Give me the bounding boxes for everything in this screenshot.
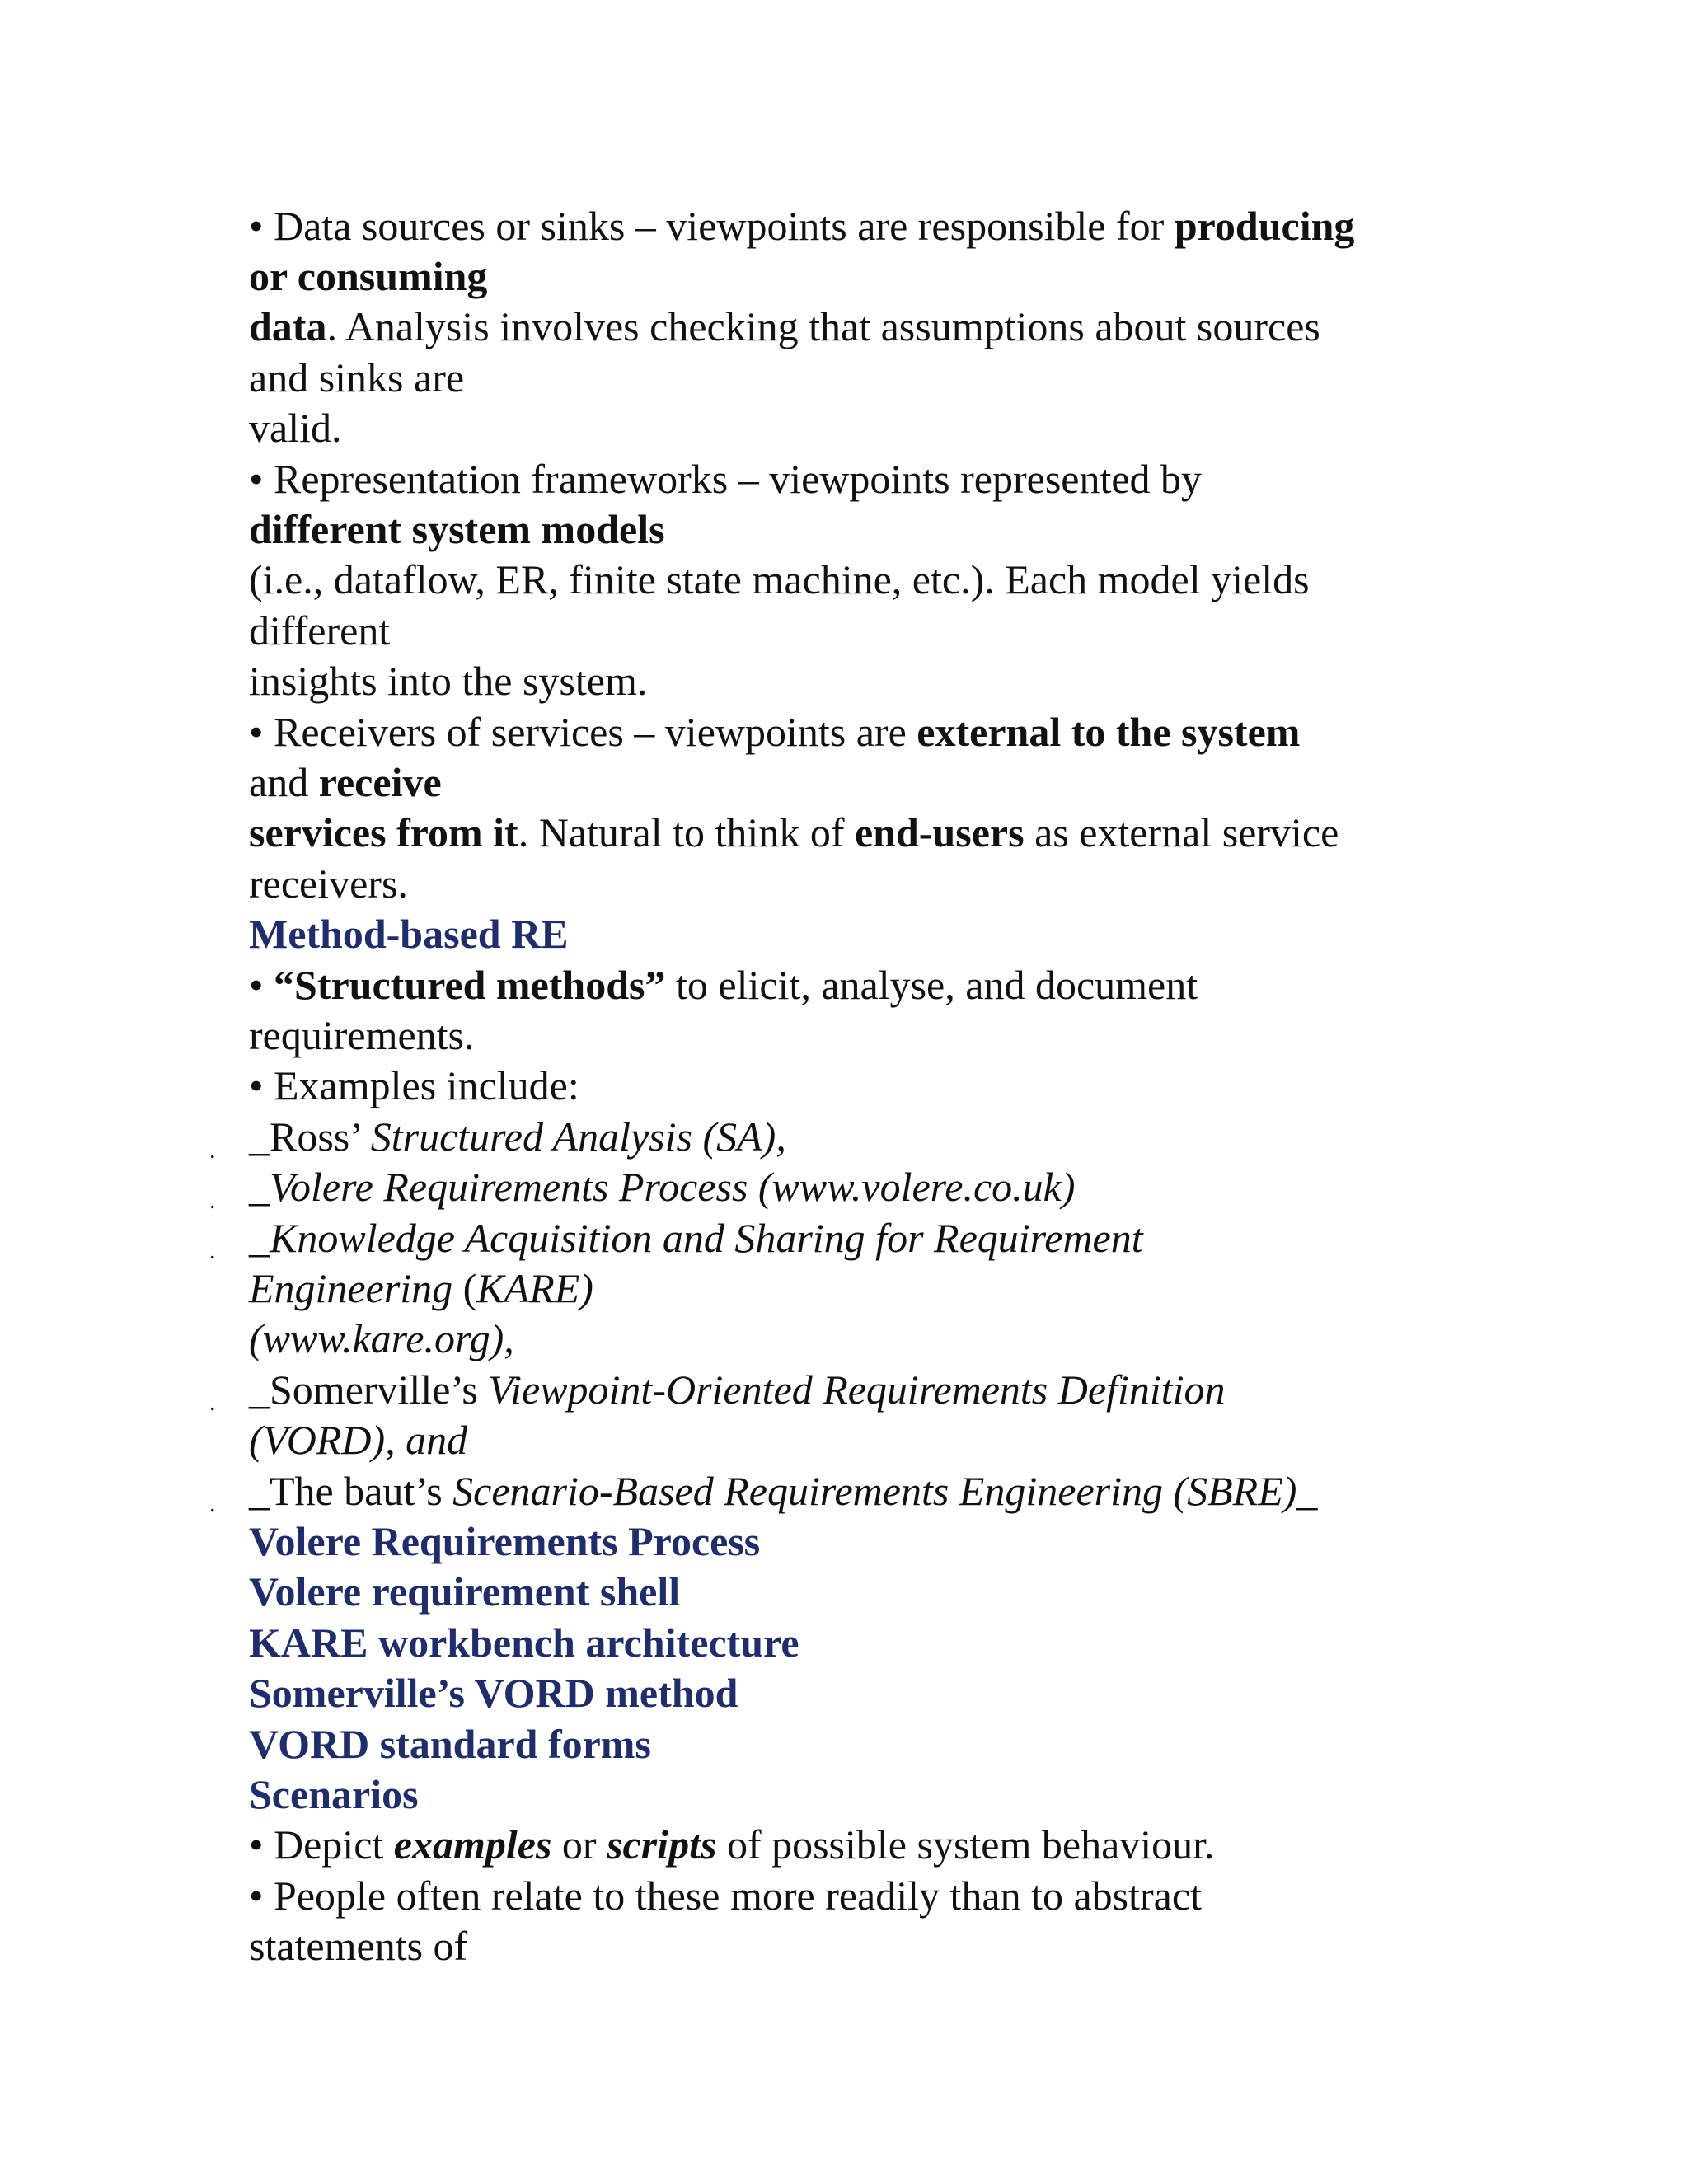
text-run: and sinks are — [249, 354, 465, 401]
text-run: of possible system behaviour. — [716, 1821, 1215, 1868]
text-run: or — [551, 1821, 607, 1868]
text-line — [249, 1213, 1143, 1263]
heading-text: Volere Requirements Process — [249, 1518, 761, 1564]
text-line — [249, 808, 1339, 857]
sub-bullet-marker: . — [209, 1137, 216, 1164]
text-line — [249, 859, 408, 908]
italic-run: (VORD), and — [249, 1417, 468, 1463]
heading-text: Scenarios — [249, 1771, 419, 1817]
bold-run: “Structured methods” — [274, 962, 666, 1008]
text-line — [249, 454, 1202, 504]
heading-text: KARE workbench architecture — [249, 1619, 799, 1666]
italic-run: Volere Requirements Process (www.volere.co.uk) — [270, 1164, 1076, 1210]
text-run: . Analysis involves checking that assumptions about sources — [326, 303, 1320, 349]
heading-text: Volere requirement shell — [249, 1568, 681, 1615]
text-line — [249, 1162, 1076, 1212]
italic-run: Knowledge Acquisition and Sharing for Requirement — [270, 1215, 1143, 1261]
text-line — [249, 251, 487, 301]
text-line — [249, 302, 1320, 351]
section-heading — [249, 1567, 680, 1616]
bold-run: different system models — [249, 506, 665, 552]
text-run: _The baut’s — [249, 1468, 453, 1514]
text-run: insights into the system. — [249, 658, 648, 704]
text-line — [249, 1871, 1202, 1920]
heading-text: Somerville’s VORD method — [249, 1670, 738, 1716]
sub-bullet-marker: . — [209, 1490, 216, 1517]
bold-run: data — [249, 303, 327, 349]
text-run: • Data sources or sinks – viewpoints are responsible for — [249, 203, 1175, 249]
text-line — [249, 1061, 579, 1110]
section-heading — [249, 1516, 760, 1566]
text-run: as external service — [1024, 809, 1339, 855]
text-run: (i.e., dataflow, ER, finite state machine, etc.). Each model yields — [249, 556, 1310, 602]
section-heading — [249, 909, 569, 958]
text-run: requirements. — [249, 1012, 475, 1058]
text-run: and — [249, 759, 319, 805]
sub-bullet-marker: . — [209, 1187, 216, 1214]
bold-italic-run: scripts — [607, 1821, 717, 1868]
bold-run: end-users — [854, 809, 1025, 855]
text-line — [249, 504, 665, 554]
section-heading — [249, 1769, 419, 1819]
text-run: • Examples include: — [249, 1062, 579, 1108]
italic-run: Structured Analysis (SA), — [370, 1113, 786, 1160]
text-line — [249, 201, 1354, 251]
text-line — [249, 555, 1310, 604]
text-run: _ — [249, 1215, 270, 1261]
text-line — [249, 1820, 1215, 1869]
text-line — [249, 1314, 514, 1363]
text-line — [249, 757, 442, 807]
text-line — [249, 1112, 786, 1161]
text-run: _ — [1296, 1468, 1318, 1514]
text-run: valid. — [249, 405, 342, 451]
text-run: different — [249, 607, 391, 654]
text-run: • Receivers of services – viewpoints are — [249, 709, 917, 755]
sub-bullet-marker: . — [209, 1237, 216, 1264]
text-line — [249, 1010, 475, 1060]
text-line — [249, 353, 464, 402]
text-run: • Depict — [249, 1821, 394, 1868]
text-run: ( — [462, 1265, 477, 1311]
text-run: _Ross’ — [249, 1113, 371, 1160]
italic-run: Scenario-Based Requirements Engineering (SBRE) — [452, 1468, 1297, 1514]
text-line — [249, 960, 1198, 1010]
text-line — [249, 1415, 467, 1465]
text-line — [249, 1365, 1226, 1414]
section-heading — [249, 1719, 651, 1769]
bold-run: services from it — [249, 809, 518, 855]
italic-run: (www.kare.org), — [249, 1315, 514, 1361]
text-line — [249, 1263, 593, 1313]
text-line — [249, 1921, 467, 1971]
text-line — [249, 606, 390, 655]
sub-bullet-marker: . — [209, 1389, 216, 1416]
text-line — [249, 656, 647, 705]
heading-text: Method-based RE — [249, 911, 569, 957]
heading-text: VORD standard forms — [249, 1721, 651, 1767]
italic-run: Engineering — [249, 1265, 463, 1311]
section-heading — [249, 1668, 738, 1718]
bold-run: or consuming — [249, 253, 488, 299]
bold-run: receive — [318, 759, 442, 805]
text-run: • People often relate to these more readily than to abstract — [249, 1872, 1202, 1919]
bold-run: producing — [1174, 203, 1355, 249]
section-heading — [249, 1618, 799, 1667]
italic-run: KARE) — [476, 1265, 593, 1311]
text-run: receivers. — [249, 860, 408, 907]
text-run: • — [249, 962, 274, 1008]
bold-run: external to the system — [917, 709, 1301, 755]
text-run: statements of — [249, 1923, 468, 1969]
bold-italic-run: examples — [393, 1821, 552, 1868]
italic-run: Viewpoint-Oriented Requirements Definition — [488, 1366, 1226, 1413]
text-line — [249, 1466, 1317, 1516]
text-run: . Natural to think of — [518, 809, 855, 855]
text-line — [249, 403, 341, 452]
text-run: _Somerville’s — [249, 1366, 489, 1413]
text-run: to elicit, analyse, and document — [665, 962, 1198, 1008]
text-run: _ — [249, 1164, 270, 1210]
text-line — [249, 707, 1300, 757]
text-run: • Representation frameworks – viewpoints represented by — [249, 456, 1203, 502]
